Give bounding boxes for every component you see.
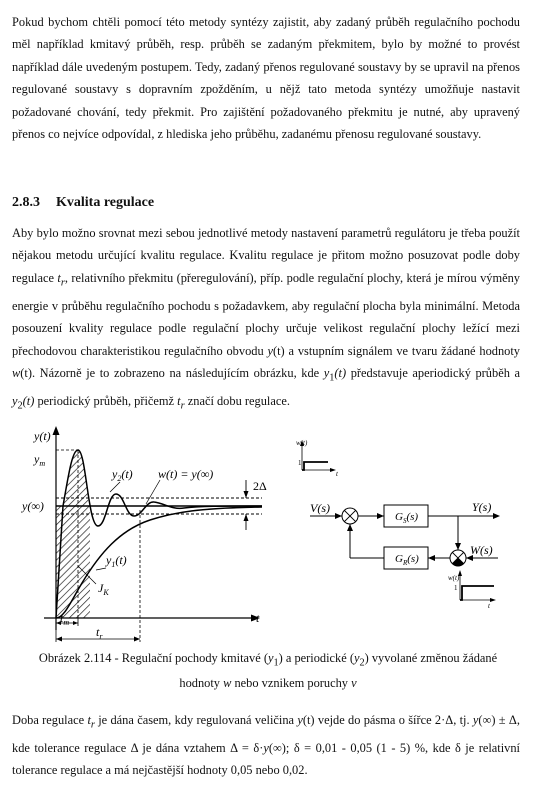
- yaxis-label: y(t): [34, 429, 51, 443]
- symbol-sub: 1: [273, 657, 279, 669]
- symbol: y: [12, 393, 18, 408]
- text-run: (∞) ± Δ, kde tolerance regulace Δ je dána vztahem Δ = δ·: [12, 713, 520, 755]
- response-plot: [21, 426, 267, 642]
- symbol-sub: 1: [329, 372, 335, 384]
- w-eq-label: w(t) = y(∞): [158, 467, 214, 481]
- text-run: , relativního překmitu (přeregulování), příp. podle regulační plochy, která je mírou výměny energie v průběhu regulačního pochodu s požadavkem, aby regulační plocha byla minimální. Metoda posouzení kvality regulace podle regulační plochy určuje velikost regulační plochy ležící mezi přechodovou charakteristikou regulačního obvodu: [12, 270, 520, 358]
- symbol: w: [223, 676, 232, 691]
- symbol-sub: 2: [17, 400, 23, 412]
- text-run: nebo vznikem poruchy: [231, 676, 352, 691]
- y1-label: $y_1(t)$: [106, 553, 127, 569]
- text-run: vejde do pásma o šířce 2·Δ, tj.: [314, 713, 473, 727]
- symbol-sub: r: [90, 719, 95, 731]
- symbol: y: [472, 713, 479, 727]
- gs-label: $G_S(s)$: [395, 511, 419, 525]
- text-run: Aby bylo možno srovnat mezi sebou jednotlivé metody nastavení parametrů regulátoru je třeba použít nějakou metodu určující kvalitu regulace. Kvalitu regulace je přitom možno posuzovat podle doby regulace: [12, 226, 520, 285]
- symbol-sub: 2: [359, 657, 365, 669]
- text-run: představuje aperiodický průběh a: [346, 365, 520, 380]
- symbol: (t): [334, 365, 347, 380]
- text-run: periodický průběh, přičemž: [34, 393, 178, 408]
- symbol: y: [353, 651, 360, 665]
- delta-arrow-top: [244, 491, 249, 498]
- w-top-label: w(t): [296, 439, 308, 447]
- ym-label: $y_m$: [34, 452, 46, 468]
- symbol-sub: r: [180, 400, 185, 412]
- symbol: y: [297, 713, 303, 727]
- y2-label: $y_2(t)$: [112, 467, 133, 483]
- v-label: V(s): [310, 501, 330, 515]
- text-run: a vstupním signálem ve tvaru žádané hodnoty: [284, 343, 520, 358]
- symbol: t: [87, 713, 91, 727]
- text-run: značí dobu regulace.: [184, 393, 290, 408]
- text-run: . Názorně je to zobrazeno na následujícím obrázku, kde: [31, 365, 324, 380]
- text-run: Doba regulace: [12, 713, 88, 727]
- section-number: 2.8.3: [12, 195, 40, 210]
- section-paragraph: [12, 222, 520, 418]
- figure-caption: [20, 648, 516, 694]
- text-run: ) vyvolané změnou žádané hodnoty: [179, 651, 498, 691]
- symbol: y: [267, 343, 273, 358]
- jk-label: $J_K$: [98, 581, 109, 597]
- intro-paragraph: Pokud bychom chtěli pomocí této metody syntézy zajistit, aby zadaný průběh regulačního pochodu měl například kmitavý průběh, resp. průběh se zadaným překmitem, bylo by možné to provést například dále uvedeným postupem. Tedy, zadaný přenos regulované soustavy by se upravil na přenos regulované soustavy s dopravním zpožděním, u nějž tato metoda syntézy umožňuje nastavit požadované chování, tedy překmit. Pro zajištění požadovaného překmitu je nutné, aby upravený přenos co nejvíce odpovídal, z hlediska jeho průběhu, zadanému přenosu regulované soustavy.: [12, 15, 520, 142]
- delta-label: 2Δ: [253, 479, 267, 493]
- delta-arrow-bottom: [244, 514, 249, 521]
- taxis-label: t: [256, 611, 260, 625]
- symbol: t: [177, 393, 181, 408]
- symbol: (t): [22, 393, 35, 408]
- symbol: w: [12, 365, 21, 380]
- text-run: ) a periodické (: [278, 651, 354, 665]
- gr-label: $G_R(s)$: [395, 553, 419, 567]
- one-top-label: 1: [298, 459, 302, 467]
- symbol: (t): [272, 343, 285, 358]
- step-bottom: [460, 586, 494, 600]
- figure: [0, 418, 536, 648]
- yinf-label: y(∞): [22, 499, 44, 513]
- section-heading: [12, 195, 154, 211]
- one-bottom-label: 1: [454, 584, 458, 592]
- closing-paragraph: [12, 709, 520, 782]
- step-top: [302, 462, 328, 470]
- symbol: y: [267, 651, 274, 665]
- symbol-sub: r: [60, 277, 65, 289]
- y-axis-arrow: [53, 426, 60, 435]
- block-diagram: [296, 439, 500, 610]
- symbol: (t): [302, 713, 315, 727]
- t-bottom-label: t: [488, 602, 490, 610]
- symbol: v: [351, 676, 357, 691]
- text-run: je dána časem, kdy regulovaná veličina: [94, 713, 298, 727]
- tm-label: $t_m$: [60, 611, 70, 627]
- symbol: t: [57, 270, 61, 285]
- text-run: Obrázek 2.114 - Regulační pochody kmitavé (: [38, 651, 268, 665]
- w-bottom-label: w(t): [448, 574, 460, 582]
- symbol: y: [263, 740, 269, 755]
- symbol: (t): [20, 365, 32, 380]
- text-run: (∞); δ = 0,01 - 0,05 (1 - 5) %, kde δ je relativní tolerance regulace a má nejčastější hodnoty 0,05 nebo 0,02.: [12, 740, 520, 778]
- section-title: Kvalita regulace: [56, 195, 155, 210]
- t-top-label: t: [336, 470, 338, 478]
- y-output-label: Y(s): [472, 500, 492, 514]
- symbol: y: [323, 365, 330, 380]
- w-input-label: W(s): [470, 543, 493, 557]
- tr-label: $t_r$: [96, 625, 103, 641]
